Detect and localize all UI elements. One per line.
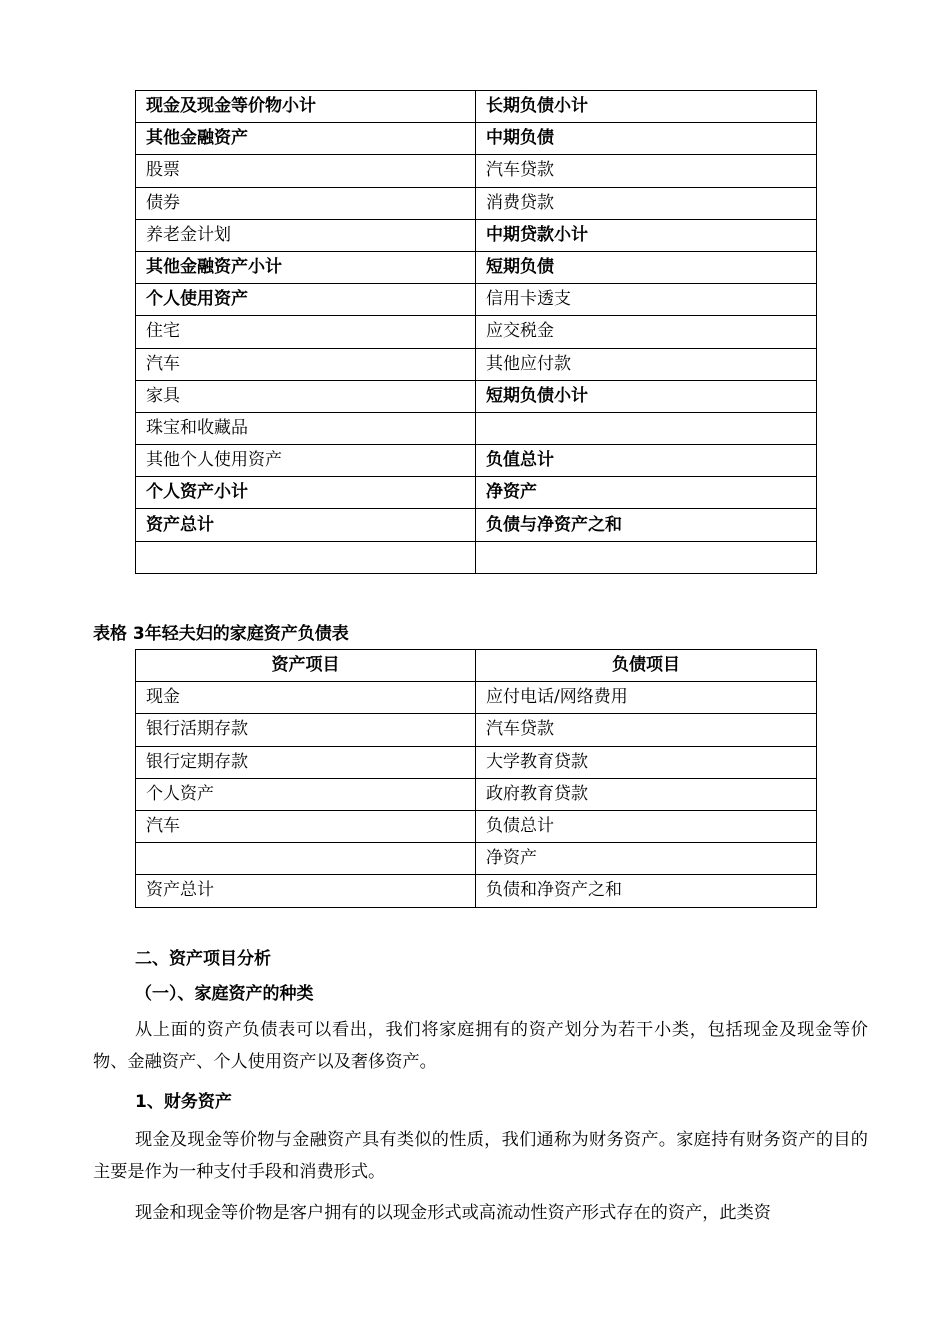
table-cell-right: 负债总计 <box>476 810 817 842</box>
table-cell-right: 净资产 <box>476 477 817 509</box>
table-caption: 表格 3年轻夫妇的家庭资产负债表 <box>93 624 349 644</box>
table-cell-left: 珠宝和收藏品 <box>136 412 476 444</box>
table-cell-left: 家具 <box>136 380 476 412</box>
table-cell-right <box>476 412 817 444</box>
subsection-heading: （一）、家庭资产的种类 <box>135 984 314 1004</box>
young-couple-balance-table-body <box>136 650 817 908</box>
table-row <box>136 155 817 187</box>
table-row <box>136 778 817 810</box>
table-cell-right: 应交税金 <box>476 316 817 348</box>
table-cell-right: 长期负债小计 <box>476 91 817 123</box>
table-cell-left: 养老金计划 <box>136 219 476 251</box>
table-cell-right: 负值总计 <box>476 445 817 477</box>
table-cell-left: 现金及现金等价物小计 <box>136 91 476 123</box>
table-row <box>136 348 817 380</box>
young-couple-balance-table <box>135 649 817 908</box>
table-row <box>136 509 817 541</box>
table-row <box>136 91 817 123</box>
paragraph-3: 现金和现金等价物是客户拥有的以现金形式或高流动性资产形式存在的资产，此类资 <box>135 1203 771 1223</box>
table-cell-right: 应付电话/网络费用 <box>476 682 817 714</box>
table-cell-right: 信用卡透支 <box>476 284 817 316</box>
table-cell-right: 短期负债 <box>476 251 817 283</box>
table-cell-left: 个人资产小计 <box>136 477 476 509</box>
balance-sheet-table <box>135 90 817 574</box>
table-cell-left: 其他金融资产小计 <box>136 251 476 283</box>
table-cell-right: 政府教育贷款 <box>476 778 817 810</box>
paragraph-1: 从上面的资产负债表可以看出，我们将家庭拥有的资产划分为若干小类，包括现金及现金等价物、金融资产、个人使用资产以及奢侈资产。 <box>93 1020 868 1072</box>
table-cell-right: 汽车贷款 <box>476 155 817 187</box>
table-row <box>136 746 817 778</box>
table-cell-left: 债券 <box>136 187 476 219</box>
header-liabilities: 负债项目 <box>476 650 817 682</box>
table-cell-left: 个人资产 <box>136 778 476 810</box>
paragraph-2: 现金及现金等价物与金融资产具有类似的性质，我们通称为财务资产。家庭持有财务资产的目的主要是作为一种支付手段和消费形式。 <box>93 1130 868 1182</box>
table-cell-left: 银行定期存款 <box>136 746 476 778</box>
table-row <box>136 412 817 444</box>
table-row <box>136 251 817 283</box>
table-cell-right: 中期贷款小计 <box>476 219 817 251</box>
table-cell-left: 股票 <box>136 155 476 187</box>
table-cell-left: 银行活期存款 <box>136 714 476 746</box>
table-row <box>136 445 817 477</box>
table-row <box>136 380 817 412</box>
table-row <box>136 219 817 251</box>
table-row <box>136 284 817 316</box>
table-cell-right: 净资产 <box>476 843 817 875</box>
table-row <box>136 682 817 714</box>
section-heading: 二、资产项目分析 <box>135 949 271 969</box>
table-cell-right: 负债与净资产之和 <box>476 509 817 541</box>
table-row <box>136 316 817 348</box>
table-cell-left: 资产总计 <box>136 875 476 907</box>
table-row <box>136 875 817 907</box>
table-header-row <box>136 650 817 682</box>
table-row <box>136 714 817 746</box>
table-cell-left <box>136 843 476 875</box>
header-assets: 资产项目 <box>136 650 476 682</box>
table-cell-left: 其他个人使用资产 <box>136 445 476 477</box>
table-row <box>136 843 817 875</box>
table-row <box>136 810 817 842</box>
balance-sheet-table-body <box>136 91 817 574</box>
table-cell-left: 其他金融资产 <box>136 123 476 155</box>
table-cell-right: 中期负债 <box>476 123 817 155</box>
table-row <box>136 477 817 509</box>
table-cell-right: 短期负债小计 <box>476 380 817 412</box>
table-cell-right: 负债和净资产之和 <box>476 875 817 907</box>
table-cell-left: 现金 <box>136 682 476 714</box>
table-cell-left: 资产总计 <box>136 509 476 541</box>
table-row <box>136 123 817 155</box>
table-cell-left: 汽车 <box>136 810 476 842</box>
table-cell-right: 其他应付款 <box>476 348 817 380</box>
table-cell-right <box>476 541 817 573</box>
table-cell-left: 住宅 <box>136 316 476 348</box>
table-cell-left: 汽车 <box>136 348 476 380</box>
table-cell-right: 大学教育贷款 <box>476 746 817 778</box>
table-cell-right: 汽车贷款 <box>476 714 817 746</box>
table-row <box>136 187 817 219</box>
table-cell-left: 个人使用资产 <box>136 284 476 316</box>
item-heading: 1、财务资产 <box>135 1092 232 1112</box>
table-row <box>136 541 817 573</box>
table-cell-left <box>136 541 476 573</box>
table-cell-right: 消费贷款 <box>476 187 817 219</box>
